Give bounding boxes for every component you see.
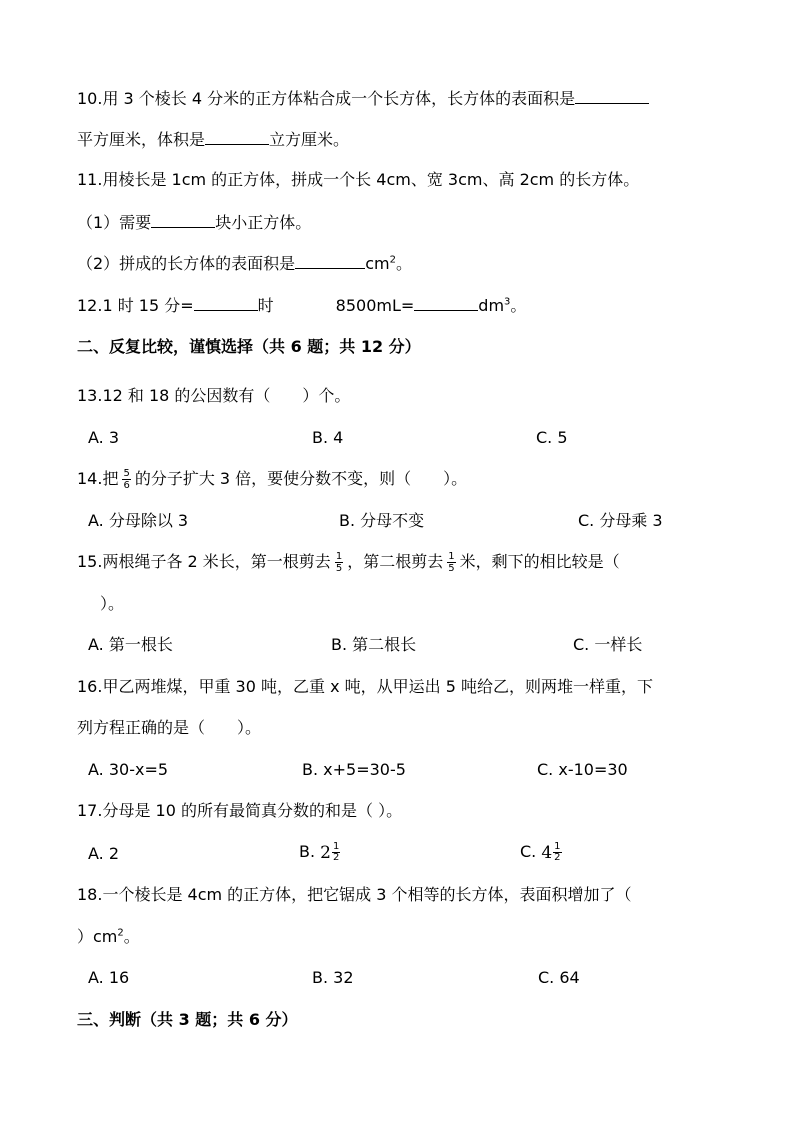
q15-fraction-1: $\frac{1}{5}$ xyxy=(335,551,343,574)
section-3-heading: 三、判断（共 3 题；共 6 分） xyxy=(77,1010,298,1029)
q17-option-a[interactable]: A. 2 xyxy=(88,844,120,863)
q16-option-a[interactable]: A. 30-x=5 xyxy=(88,760,169,779)
q17-stem: 17.分母是 10 的所有最简真分数的和是（ ）。 xyxy=(77,801,403,820)
q14-fraction: $\frac{5}{6}$ xyxy=(123,468,130,491)
q13-option-a[interactable]: A. 3 xyxy=(88,428,120,447)
q15-option-a[interactable]: A. 第一根长 xyxy=(88,635,173,654)
q11-part2: （2）拼成的长方体的表面积是 $cm^2$。 xyxy=(77,254,412,273)
q13-option-c[interactable]: C. 5 xyxy=(536,428,568,447)
q18-option-a[interactable]: A. 16 xyxy=(88,968,130,987)
q11-part1: （1）需要 块小正方体。 xyxy=(77,213,312,232)
q15-option-b[interactable]: B. 第二根长 xyxy=(331,635,417,654)
q15-fraction-2: $\frac{1}{5}$ xyxy=(448,551,455,574)
q16-option-c[interactable]: C. x-10=30 xyxy=(537,760,628,779)
q18-line1: 18.一个棱长是 4cm 的正方体，把它锯成 3 个相等的长方体，表面积增加了（ xyxy=(77,885,632,904)
q17-option-b[interactable]: B. 2 $\frac{1}{2}$ xyxy=(299,841,340,863)
q15-line2: ）。 xyxy=(100,594,125,613)
q17-mixed-number-b: 2 $\frac{1}{2}$ xyxy=(320,841,340,863)
q16-line2: 列方程正确的是（ ）。 xyxy=(77,718,262,737)
q11-blank-count[interactable] xyxy=(151,211,215,228)
q14-option-b[interactable]: B. 分母不变 xyxy=(339,511,425,530)
q10-blank-volume[interactable] xyxy=(205,128,269,145)
q16-line1: 16.甲乙两堆煤，甲重 30 吨，乙重 x 吨，从甲运出 5 吨给乙，则两堆一样重，下 xyxy=(77,677,653,696)
q14-option-c[interactable]: C. 分母乘 3 xyxy=(578,511,663,530)
q11-blank-area[interactable] xyxy=(295,252,365,269)
q15-option-c[interactable]: C. 一样长 xyxy=(573,635,643,654)
q14-option-a[interactable]: A. 分母除以 3 xyxy=(88,511,189,530)
q15-line1: 15.两根绳子各 2 米长，第一根剪去 $\frac{1}{5}$ ，第二根剪去 $\frac{1}{5}$ 米，剩下的相比较是（ xyxy=(77,551,620,574)
q14-stem: 14.把 $\frac{5}{6}$ 的分子扩大 3 倍，要使分数不变，则（ ）。 xyxy=(77,468,468,491)
q17-option-c[interactable]: C. 4 $\frac{1}{2}$ xyxy=(520,841,561,863)
q17-mixed-number-c: 4 $\frac{1}{2}$ xyxy=(541,841,561,863)
q10-line2: 平方厘米，体积是 立方厘米。 xyxy=(77,130,350,149)
q10-line1: 10.用 3 个棱长 4 分米的正方体粘合成一个长方体，长方体的表面积是 xyxy=(77,87,649,110)
q16-option-b[interactable]: B. x+5=30-5 xyxy=(302,760,406,779)
q12-line: 12.1 时 15 分= 时 $8500mL= dm^3$。 xyxy=(77,296,527,315)
q12-blank-hours[interactable] xyxy=(194,294,258,311)
q18-line2: ）$cm^2$。 xyxy=(77,927,140,946)
q13-option-b[interactable]: B. 4 xyxy=(312,428,344,447)
q18-option-c[interactable]: C. 64 xyxy=(538,968,580,987)
q10-blank-area[interactable] xyxy=(575,87,649,104)
q18-option-b[interactable]: B. 32 xyxy=(312,968,354,987)
q13-stem: 13.12 和 18 的公因数有（ ）个。 xyxy=(77,386,351,405)
q11-stem: 11.用棱长是 1cm 的正方体，拼成一个长 4cm、宽 3cm、高 2cm 的长方体。 xyxy=(77,170,640,189)
q12-blank-dm3[interactable] xyxy=(414,294,478,311)
section-2-heading: 二、反复比较，谨慎选择（共 6 题；共 12 分） xyxy=(77,337,421,356)
